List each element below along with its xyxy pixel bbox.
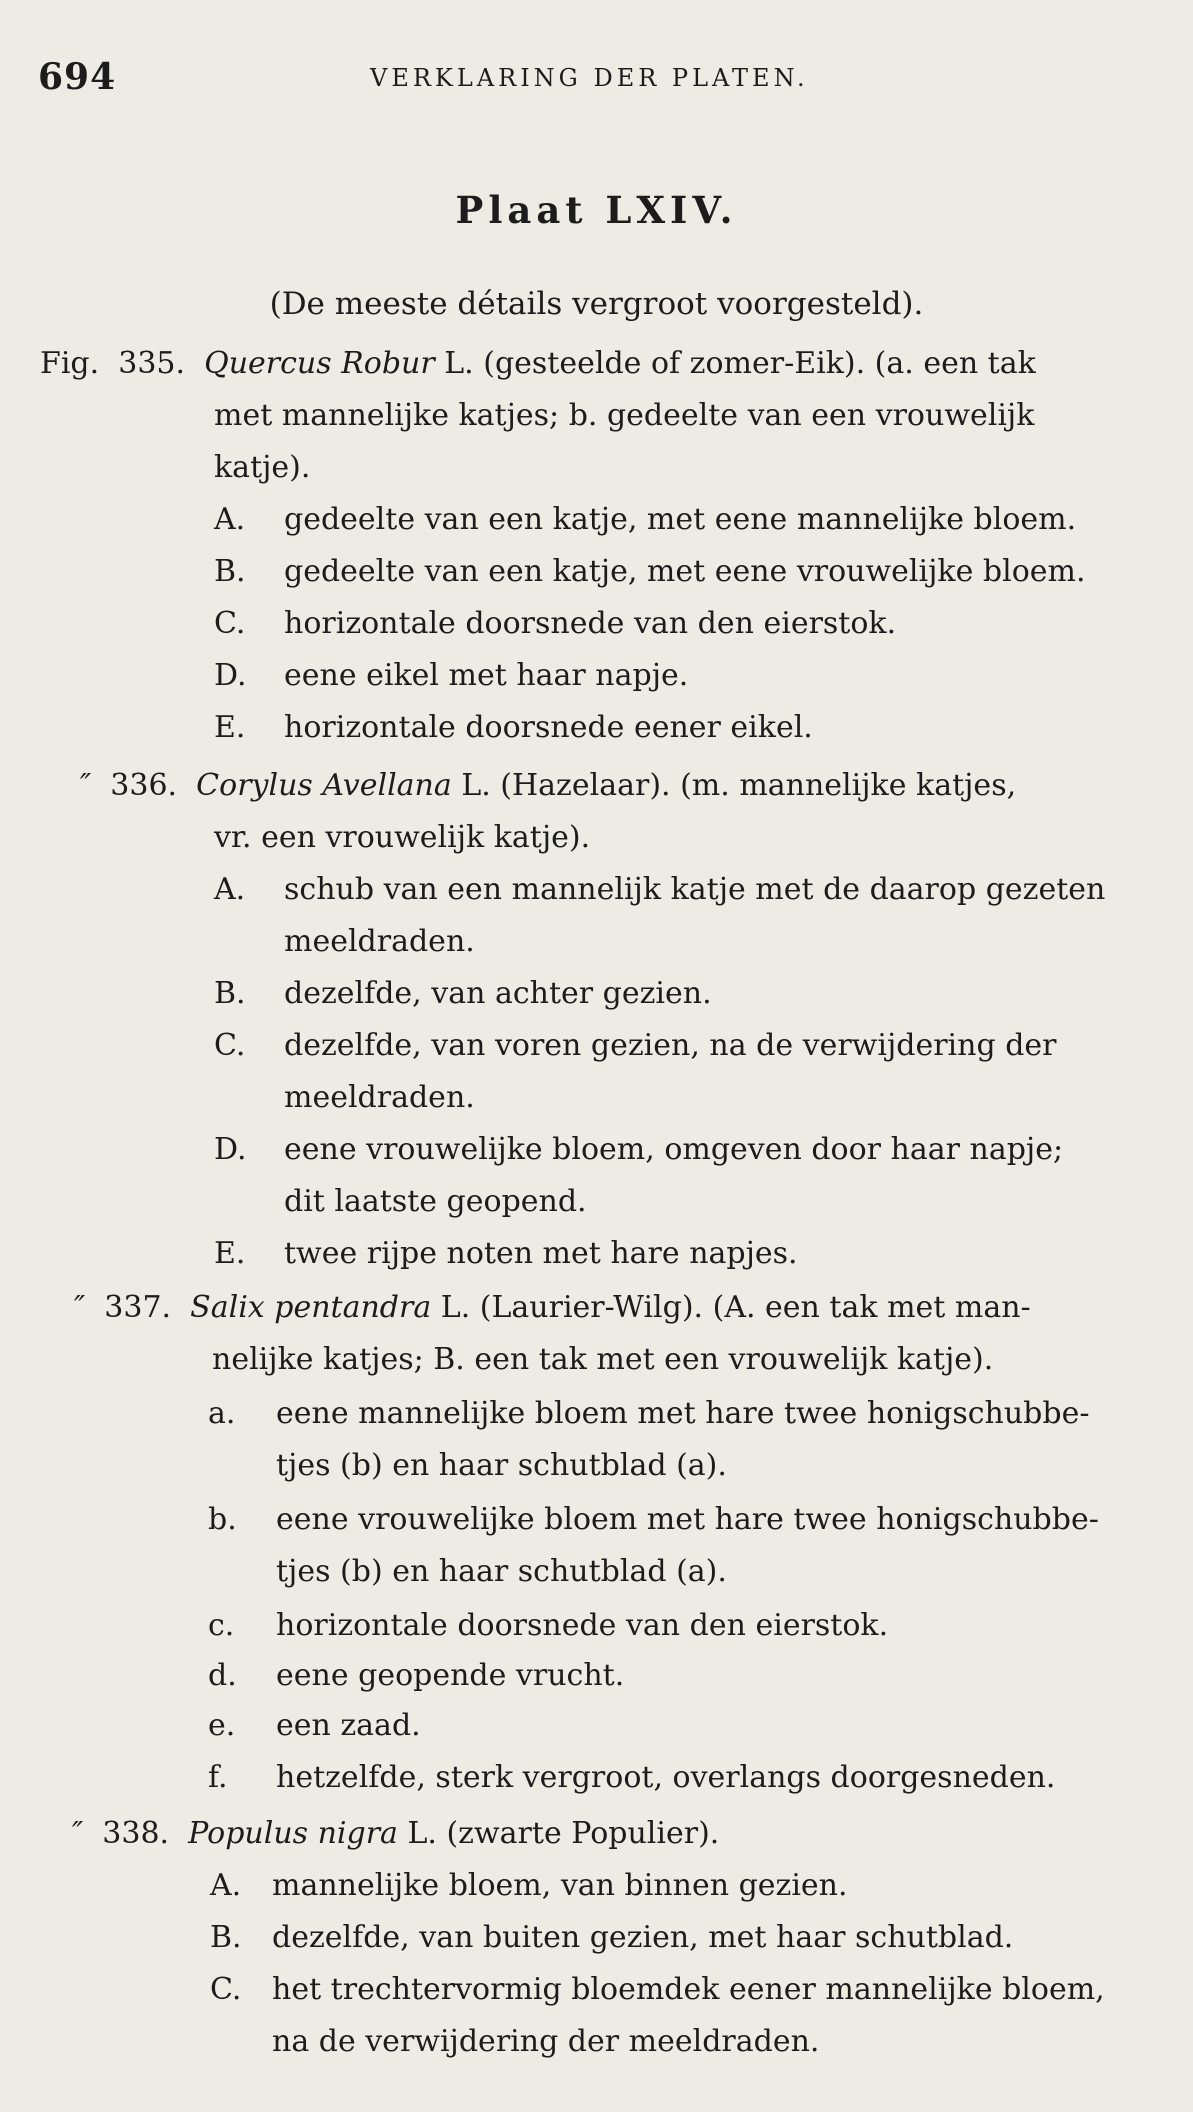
item-text-continuation: meeldraden. — [284, 1080, 475, 1115]
plate-title: Plaat LXIV. — [455, 188, 738, 232]
item-label: b. — [208, 1502, 237, 1537]
item-text: eene geopende vrucht. — [276, 1658, 625, 1693]
detail-item — [214, 604, 896, 644]
ditto-mark: ″ — [72, 1816, 84, 1851]
item-text-continuation: tjes (b) en haar schutblad (a). — [276, 1554, 727, 1589]
detail-item — [210, 1970, 1105, 2010]
item-text: mannelijke bloem, van binnen gezien. — [272, 1868, 848, 1903]
page-number: 694 — [38, 56, 117, 98]
item-text: eene vrouwelijke bloem, omgeven door haar napje; — [284, 1132, 1064, 1167]
description-continuation: met mannelijke katjes; b. gedeelte van een vrouwelijk — [214, 398, 1035, 433]
item-text: horizontale doorsnede eener eikel. — [284, 710, 813, 745]
detail-item — [214, 1130, 1063, 1170]
detail-item — [214, 1234, 798, 1274]
item-text: horizontale doorsnede van den eierstok. — [284, 606, 897, 641]
detail-item — [214, 974, 712, 1014]
item-text-continuation: na de verwijdering der meeldraden. — [272, 2024, 820, 2059]
item-text-continuation: meeldraden. — [284, 924, 475, 959]
item-text: gedeelte van een katje, met eene vrouwelijke bloem. — [284, 554, 1086, 589]
item-label: D. — [214, 658, 247, 693]
item-label: B. — [214, 976, 246, 1011]
item-text: dezelfde, van buiten gezien, met haar schutblad. — [272, 1920, 1014, 1955]
detail-item — [208, 1758, 1055, 1798]
item-label: d. — [208, 1658, 237, 1693]
item-text: horizontale doorsnede van den eierstok. — [276, 1608, 889, 1643]
description-continuation: katje). — [214, 450, 311, 485]
item-label: B. — [214, 554, 246, 589]
description-continuation: nelijke katjes; B. een tak met een vrouwelijk katje). — [212, 1342, 994, 1377]
figure-description: L. (Laurier-Wilg). (A. een tak met man- — [440, 1290, 1031, 1325]
item-text: eene mannelijke bloem met hare twee honigschubbe- — [276, 1396, 1090, 1431]
item-text: dezelfde, van achter gezien. — [284, 976, 712, 1011]
item-text: schub van een mannelijk katje met de daarop gezeten — [284, 872, 1106, 907]
item-label: A. — [214, 872, 246, 907]
item-label: c. — [208, 1608, 235, 1643]
item-label: C. — [214, 1028, 246, 1063]
detail-item — [208, 1500, 1099, 1540]
figure-description: L. (zwarte Populier). — [407, 1816, 720, 1851]
detail-item — [214, 870, 1105, 910]
detail-item — [214, 656, 688, 696]
item-text: twee rijpe noten met hare napjes. — [284, 1236, 798, 1271]
figure-description: L. (gesteelde of zomer-Eik). (a. een tak — [444, 346, 1036, 381]
item-text: eene vrouwelijke bloem met hare twee honigschubbe- — [276, 1502, 1099, 1537]
figure-number: 337. — [104, 1290, 172, 1325]
item-text: het trechtervormig bloemdek eener mannelijke bloem, — [272, 1972, 1105, 2007]
detail-item — [208, 1656, 624, 1696]
species-name: Salix pentandra — [190, 1290, 432, 1325]
detail-item — [214, 708, 813, 748]
species-name: Corylus Avellana — [196, 768, 452, 803]
ditto-mark: ″ — [80, 768, 92, 803]
figure-number: 338. — [102, 1816, 170, 1851]
detail-item — [208, 1394, 1089, 1434]
item-label: A. — [214, 502, 246, 537]
figure-entry-336 — [80, 766, 1016, 806]
species-name: Populus nigra — [188, 1816, 398, 1851]
description-continuation: vr. een vrouwelijk katje). — [214, 820, 591, 855]
figure-entry-338 — [72, 1814, 719, 1854]
detail-item — [210, 1918, 1013, 1958]
item-text: dezelfde, van voren gezien, na de verwijdering der — [284, 1028, 1057, 1063]
detail-item — [214, 1026, 1057, 1066]
figure-number: 336. — [110, 768, 178, 803]
figure-entry-337 — [74, 1288, 1031, 1328]
item-label: C. — [210, 1972, 242, 2007]
detail-item — [208, 1706, 421, 1746]
item-label: D. — [214, 1132, 247, 1167]
item-label: A. — [210, 1868, 242, 1903]
detail-item — [210, 1866, 848, 1906]
plate-subtitle: (De meeste détails vergroot voorgesteld). — [269, 286, 924, 322]
item-label: B. — [210, 1920, 242, 1955]
item-label: E. — [214, 710, 246, 745]
item-label: f. — [208, 1760, 228, 1795]
figure-description: L. (Hazelaar). (m. mannelijke katjes, — [461, 768, 1017, 803]
species-name: Quercus Robur — [204, 346, 435, 381]
item-text: een zaad. — [276, 1708, 421, 1743]
item-text-continuation: dit laatste geopend. — [284, 1184, 587, 1219]
detail-item — [208, 1606, 888, 1646]
figure-prefix: Fig. — [40, 346, 100, 381]
figure-number: 335. — [118, 346, 186, 381]
item-text: eene eikel met haar napje. — [284, 658, 689, 693]
item-label: E. — [214, 1236, 246, 1271]
item-label: a. — [208, 1396, 236, 1431]
detail-item — [214, 552, 1086, 592]
running-head: VERKLARING DER PLATEN. — [370, 64, 809, 92]
item-text: gedeelte van een katje, met eene mannelijke bloem. — [284, 502, 1077, 537]
item-label: e. — [208, 1708, 236, 1743]
item-label: C. — [214, 606, 246, 641]
figure-entry-335 — [40, 344, 1036, 384]
detail-item — [214, 500, 1076, 540]
ditto-mark: ″ — [74, 1290, 86, 1325]
item-text: hetzelfde, sterk vergroot, overlangs doorgesneden. — [276, 1760, 1056, 1795]
item-text-continuation: tjes (b) en haar schutblad (a). — [276, 1448, 727, 1483]
